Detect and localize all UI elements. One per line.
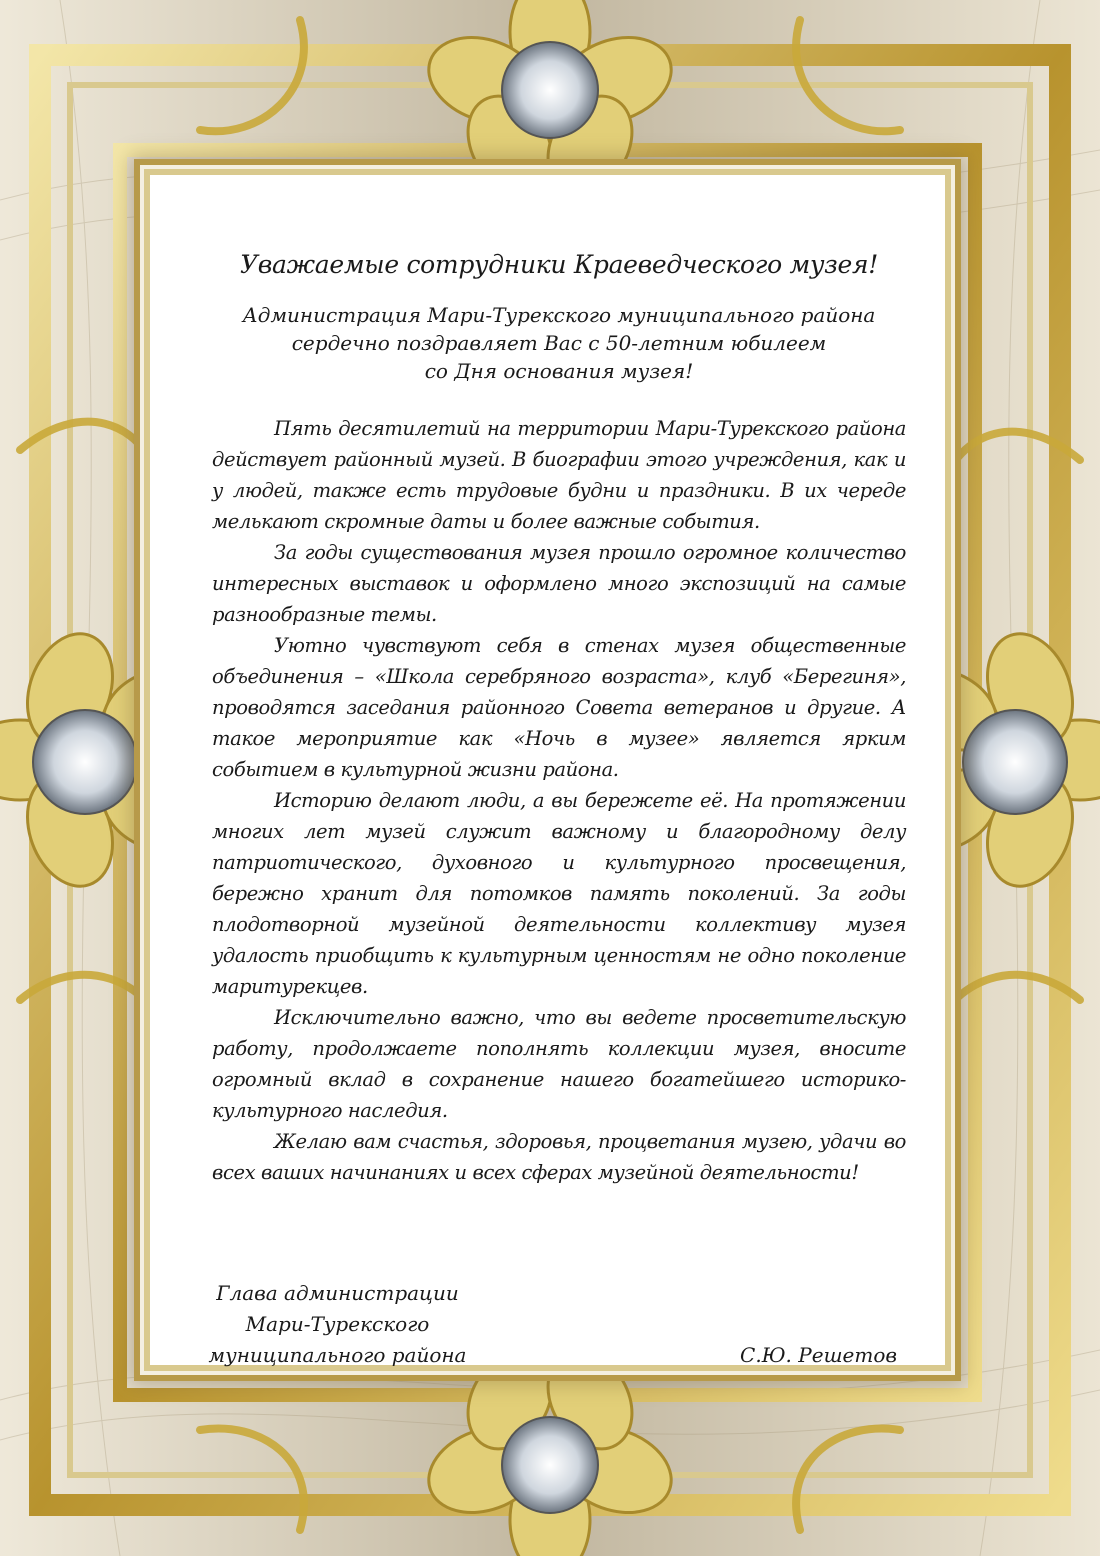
paragraph: За годы существования музея прошло огромное количество интересных выставок и оформлено много экспозиций на самые разнообразные темы. bbox=[212, 541, 906, 626]
paragraph: Уютно чувствуют себя в стенах музея общественные объединения – «Школа серебряного возраста», клуб «Берегиня», проводятся заседания районного Совета ветеранов и другие. А такое мероприятие как «Ночь в музее» является ярким событием в культурной жизни района. bbox=[212, 634, 906, 781]
signatory-name: С.Ю. Решетов bbox=[740, 1343, 897, 1367]
paragraph: Желаю вам счастья, здоровья, процветания музею, удачи во всех ваших начинаниях и всех сферах музейной деятельности! bbox=[212, 1130, 906, 1184]
letter-body bbox=[212, 250, 906, 1188]
paragraph: Историю делают люди, а вы бережете её. На протяжении многих лет музей служит важному и благородному делу патриотического, духовного и культурного просвещения, бережно хранит для потомков память поколений. За годы плодотворной музейной деятельности коллективу музея удалость приобщить к культурным ценностям не одно поколение маритурекцев. bbox=[212, 789, 906, 998]
paragraph: Исключительно важно, что вы ведете просветительскую работу, продолжаете пополнять коллекции музея, вносите огромный вклад в сохранение нашего богатейшего историко-культурного наследия. bbox=[212, 1006, 906, 1122]
position-line: муниципального района bbox=[208, 1343, 467, 1367]
greeting-block bbox=[212, 301, 906, 385]
signature-block bbox=[205, 1278, 905, 1378]
greeting-line: Администрация Мари-Турекского муниципального района bbox=[242, 303, 876, 327]
greeting-line: со Дня основания музея! bbox=[424, 359, 694, 383]
position-line: Глава администрации bbox=[216, 1281, 459, 1305]
greeting-line: сердечно поздравляет Вас с 50-летним юбилеем bbox=[291, 331, 827, 355]
signatory-position bbox=[205, 1278, 470, 1371]
position-line: Мари-Турекского bbox=[245, 1312, 430, 1336]
paragraph: Пять десятилетий на территории Мари-Турекского района действует районный музей. В биографии этого учреждения, как и у людей, также есть трудовые будни и праздники. В их череде мелькают скромные даты и более важные события. bbox=[212, 417, 906, 533]
letter-title: Уважаемые сотрудники Краеведческого музея! bbox=[240, 250, 878, 279]
